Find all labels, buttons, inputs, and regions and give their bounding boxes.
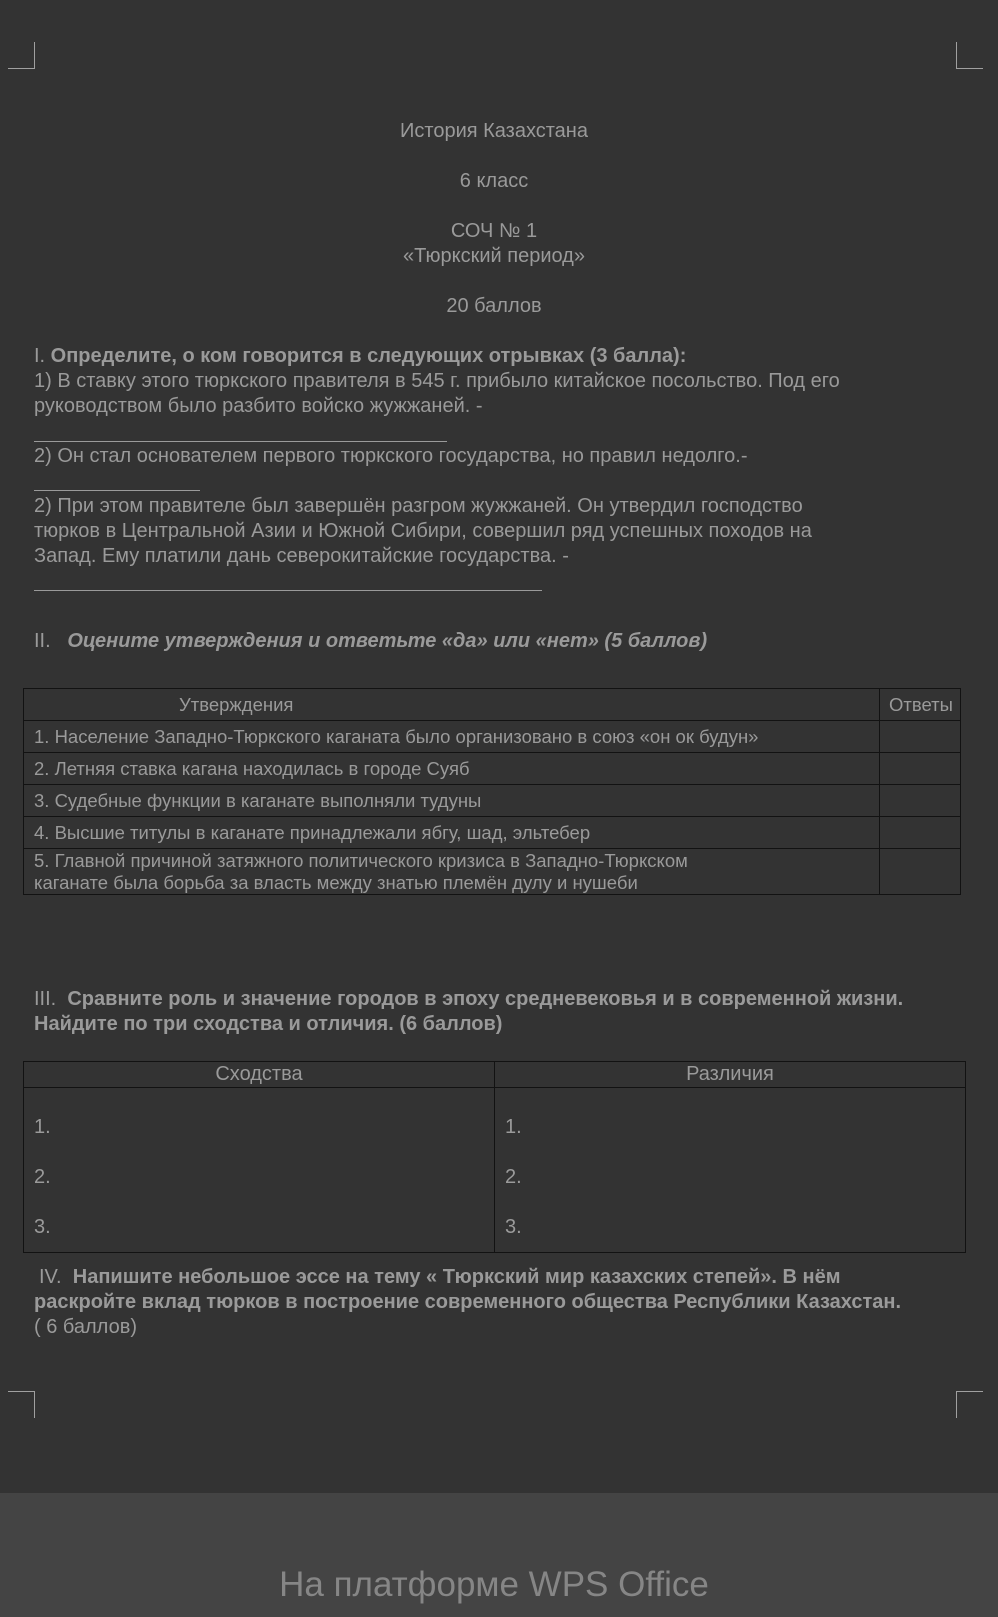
answer-cell[interactable] bbox=[880, 849, 961, 895]
answer-cell[interactable] bbox=[880, 785, 961, 817]
statements-table bbox=[23, 688, 961, 895]
answer-cell[interactable] bbox=[880, 817, 961, 849]
section1-q2-line1: 2) Он стал основателем первого тюркского государства, но правил недолго.- bbox=[34, 445, 748, 467]
answer-blank-3 bbox=[34, 590, 542, 591]
table-row bbox=[24, 817, 961, 849]
grade-label: 6 класс bbox=[459, 170, 529, 192]
section3-heading-line1: III. Сравните роль и значение городов в эпоху средневековья и в современной жизни. bbox=[34, 988, 904, 1010]
table-row bbox=[24, 721, 961, 753]
crop-mark-bottom-right bbox=[956, 1391, 983, 1418]
section1-heading: I. Определите, о ком говорится в следующих отрывках (3 балла): bbox=[34, 345, 687, 367]
crop-mark-top-right bbox=[956, 42, 983, 69]
section1-q1-line2: руководством было разбито войско жужжаней. - bbox=[34, 395, 483, 417]
answer-blank-2 bbox=[34, 490, 200, 491]
table-header-row bbox=[24, 1062, 966, 1088]
list-item: 2. bbox=[504, 1166, 522, 1188]
answer-cell[interactable] bbox=[880, 721, 961, 753]
answer-blank-1 bbox=[34, 441, 447, 442]
statement-line: 5. Главной причиной затяжного политического кризиса в Западно-Тюркском bbox=[34, 849, 688, 871]
assessment-label: СОЧ № 1 bbox=[450, 220, 538, 242]
table-header-row bbox=[24, 689, 961, 721]
section1-q3-line3: Запад. Ему платили дань северокитайские государства. - bbox=[34, 545, 569, 567]
crop-mark-top-left bbox=[8, 42, 35, 69]
section4-heading-line3: ( 6 баллов) bbox=[34, 1316, 137, 1338]
subject-title: История Казахстана bbox=[400, 120, 588, 142]
statement-cell: 2. Летняя ставка кагана находилась в городе Суяб bbox=[24, 753, 880, 785]
statement-cell: 3. Судебные функции в каганате выполняли тудуны bbox=[24, 785, 880, 817]
crop-mark-bottom-left bbox=[8, 1391, 35, 1418]
section2-heading: II. Оцените утверждения и ответьте «да» или «нет» (5 баллов) bbox=[34, 630, 708, 652]
points-label: 20 баллов bbox=[446, 295, 542, 317]
differences-column-header: Различия bbox=[494, 1062, 965, 1088]
differences-cell[interactable] bbox=[494, 1088, 965, 1253]
statement-cell bbox=[24, 849, 880, 895]
list-item: 3. bbox=[504, 1216, 522, 1238]
section1-q3-line1: 2) При этом правителе был завершён разгром жужжаней. Он утвердил господство bbox=[34, 495, 803, 517]
statement-cell: 1. Население Западно-Тюркского каганата было организовано в союз «он ок будун» bbox=[24, 721, 880, 753]
table-row bbox=[24, 753, 961, 785]
list-item: 1. bbox=[34, 1116, 51, 1138]
section1-q1-line1: 1) В ставку этого тюркского правителя в 545 г. прибыло китайское посольство. Под его bbox=[34, 370, 840, 392]
similarities-column-header: Сходства bbox=[24, 1062, 495, 1088]
section1-q3-line2: тюрков в Центральной Азии и Южной Сибири, совершил ряд успешных походов на bbox=[34, 520, 812, 542]
table-row bbox=[24, 849, 961, 895]
similarities-cell[interactable] bbox=[24, 1088, 495, 1253]
table-row bbox=[24, 785, 961, 817]
platform-watermark: На платформе WPS Office bbox=[279, 1565, 709, 1604]
statements-column-header: Утверждения bbox=[24, 689, 880, 721]
answers-column-header: Ответы bbox=[880, 689, 961, 721]
section3-heading-line2: Найдите по три сходства и отличия. (6 баллов) bbox=[34, 1013, 503, 1035]
section4-heading-line1: IV. Напишите небольшое эссе на тему « Тюркский мир казахских степей». В нём bbox=[39, 1266, 841, 1288]
statement-line: каганате была борьба за власть между знатью племён дулу и нушеби bbox=[34, 871, 638, 893]
section4-heading-line2: раскройте вклад тюрков в построение современного общества Республики Казахстан. bbox=[34, 1291, 902, 1313]
list-item: 3. bbox=[34, 1216, 51, 1238]
comparison-table bbox=[23, 1061, 966, 1253]
answer-cell[interactable] bbox=[880, 753, 961, 785]
topic-label: «Тюркский период» bbox=[403, 245, 585, 267]
table-row bbox=[24, 1088, 966, 1253]
statement-cell: 4. Высшие титулы в каганате принадлежали ябгу, шад, эльтебер bbox=[24, 817, 880, 849]
list-item: 2. bbox=[34, 1166, 51, 1188]
list-item: 1. bbox=[504, 1116, 522, 1138]
